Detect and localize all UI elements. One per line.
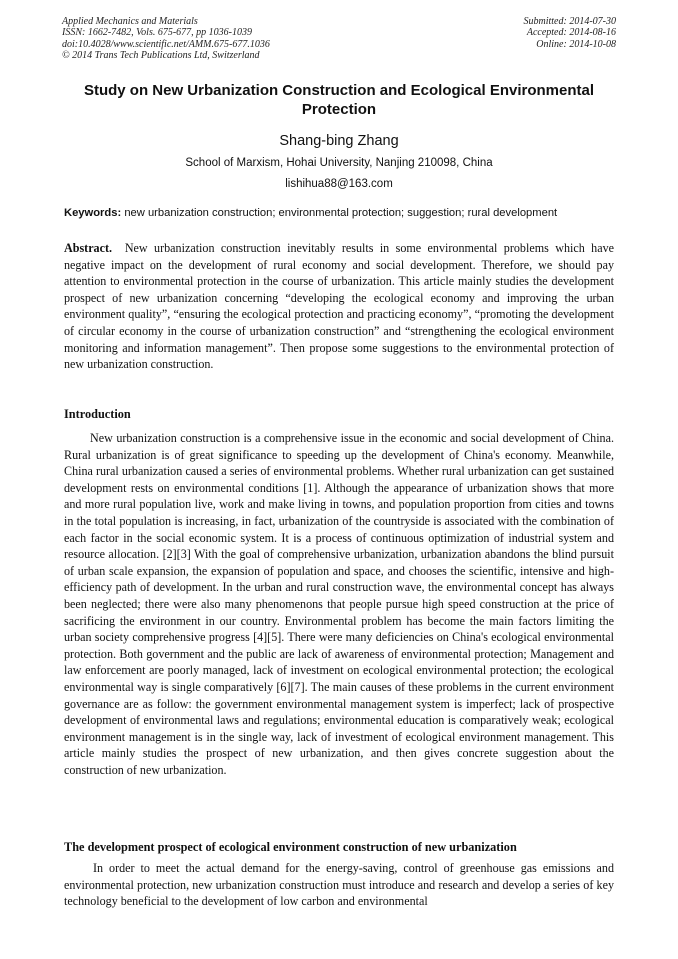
intro-paragraph: New urbanization construction is a comprehensive issue in the economic and social development of China. Rural urbanization is of great significance to speeding up the development of China's economy. Meanwhile, China rural urbanization caused a series of environmental problems. Whether rural urbanization can get sustained development rests on environmental conditions [1]. Although the appearance of urbanization shows that more and more rural population live, work and make living in towns, and population proportion from cities and towns in the total population is increasing, in fact, urbanization of the countryside is associated with the combination of each factor in the social economic system. It is a process of continuous optimization of industrial system and resource allocation. [2][3] With the goal of comprehensive urbanization, urbanization abandons the blind pursuit of urban scale expansion, the expansion of population and space, and chooses the scientific, intensive and high-efficiency path of development. In the urban and rural construction wave, the environmental concept has always been neglected; there were also many phenomenons that people pursue high speed construction at the price of sacrificing the environment in our country. Environmental problem has become the main factors limiting the urban society comprehensive progress [4][5]. There were many deficiencies on China's ecological environmental protection. Both government and the public are lack of awareness of environmental protection; Management and law enforcement are poorly managed, lack of investment on ecological environmental protection; the ecological environmental way is single comparatively [6][7]. The main causes of these problems in the current environment governance are as follow: the government environmental management system is imperfect; lack of prospective development of environmental laws and regulations; environmental education is comparatively weak; ecological environment management is in the single way, lack of investment of ecological environment management. This article mainly studies the prospect of new urbanization, and then gives concrete suggestion about the construction of new urbanization. [64, 431, 614, 777]
submitted-date: Submitted: 2014-07-30 [523, 16, 616, 27]
keywords-line [64, 207, 624, 219]
submission-dates [524, 16, 617, 50]
abstract-text: New urbanization construction inevitably results in some environmental problems which have negative impact on the development of rural economy and social development. Therefore, we should pay attention to environmental protection in the course of urbanization. This article mainly studies the development prospect of new urbanization concerning “developing the ecological economy and improving the urban environment quality”, “ensuring the ecological protection and practicing economy”, “promoting the development of circular economy in the course of urbanization construction” and “strengthening the ecological environment monitoring and information management”. Then propose some suggestions to the environmental protection of new urbanization construction. [64, 241, 614, 372]
author-email: lishihua88@163.com [285, 178, 393, 190]
author-affiliation: School of Marxism, Hohai University, Nanjing 210098, China [185, 157, 493, 169]
intro-heading: Introduction [64, 407, 131, 421]
abstract-paragraph [64, 240, 614, 373]
keywords-text: new urbanization construction; environmental protection; suggestion; rural development [124, 207, 558, 219]
accepted-date: Accepted: 2014-08-16 [526, 27, 616, 39]
journal-copyright: © 2014 Trans Tech Publications Ltd, Switzerland [62, 50, 260, 62]
development-heading: The development prospect of ecological environment construction of new urbanization [64, 840, 517, 854]
journal-issn: ISSN: 1662-7482, Vols. 675-677, pp 1036-1039 [62, 27, 252, 39]
abstract-label: Abstract. [64, 241, 113, 255]
online-date: Online: 2014-10-08 [536, 38, 616, 50]
paper-title: Study on New Urbanization Construction and Ecological Environmental Protection [83, 82, 595, 118]
development-paragraph: In order to meet the actual demand for the energy-saving, control of greenhouse gas emissions and environmental protection, new urbanization construction must introduce and research and develop a series of key technology beneficial to the development of low carbon and environmental [64, 861, 614, 909]
journal-doi: doi:10.4028/www.scientific.net/AMM.675-677.1036 [62, 38, 270, 50]
journal-name: Applied Mechanics and Materials [62, 16, 198, 27]
keywords-label: Keywords: [64, 207, 122, 219]
author-name: Shang-bing Zhang [279, 133, 399, 149]
journal-header [62, 16, 270, 62]
